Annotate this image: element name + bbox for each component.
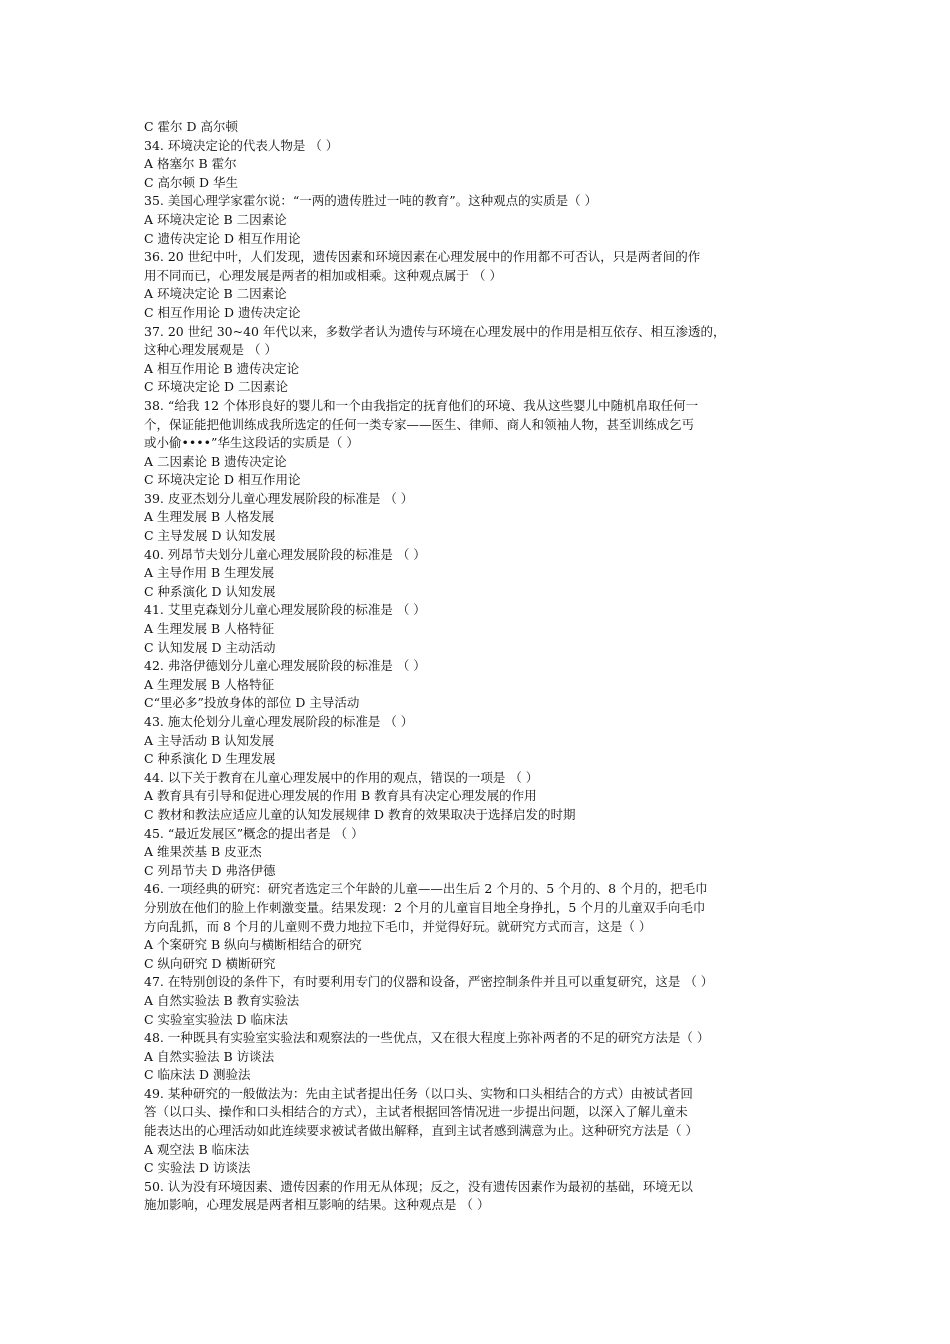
text-line: A 生理发展 B 人格特征 [144, 621, 275, 637]
text-line: C“里必多”投放身体的部位 D 主导活动 [144, 695, 360, 711]
text-line: C 临床法 D 测验法 [144, 1067, 251, 1083]
text-line: C 列昂节夫 D 弗洛伊德 [144, 862, 276, 878]
text-line: 43. 施太伦划分儿童心理发展阶段的标准是 （ ） [144, 714, 414, 729]
text-line: 答（以口头、操作和口头相结合的方式），主试者根据回答情况进一步提出问题，以深入了解儿童未 [144, 1104, 688, 1120]
text-line: C 种系演化 D 生理发展 [144, 751, 276, 767]
text-line: 45. “最近发展区”概念的提出者是 （ ） [144, 825, 364, 841]
text-line: C 纵向研究 D 横断研究 [144, 955, 276, 971]
text-line: C 种系演化 D 认知发展 [144, 583, 276, 599]
text-line: 37. 20 世纪 30~40 年代以来，多数学者认为遗传与环境在心理发展中的作用是相互依存、相互渗透的， [144, 323, 726, 339]
text-line: 48. 一种既具有实验室实验法和观察法的一些优点，又在很大程度上弥补两者的不足的研究方法是（ ） [144, 1030, 710, 1046]
text-line: 42. 弗洛伊德划分儿童心理发展阶段的标准是 （ ） [144, 658, 426, 674]
document-body [144, 118, 786, 1215]
text-line: 这种心理发展观是 （ ） [144, 342, 277, 358]
text-line: 49. 某种研究的一般做法为：先由主试者提出任务（以口头、实物和口头相结合的方式）由被试者回 [144, 1085, 693, 1101]
text-line: C 实验法 D 访谈法 [144, 1160, 251, 1176]
text-line: A 主导活动 B 认知发展 [144, 732, 275, 748]
text-line: C 遗传决定论 D 相互作用论 [144, 230, 301, 246]
text-line: 用不同而已，心理发展是两者的相加或相乘。这种观点属于 （ ） [144, 267, 502, 283]
text-line: 44. 以下关于教育在儿童心理发展中的作用的观点，错误的一项是 （ ） [144, 769, 539, 785]
text-line: 个，保证能把他训练成我所选定的任何一类专家——医生、律师、商人和领袖人物，甚至训练成乞丐 [144, 416, 695, 432]
text-line: 方向乱抓，而 8 个月的儿童则不费力地拉下毛巾，并觉得好玩。就研究方式而言，这是（ ） [144, 918, 652, 934]
text-line: C 教材和教法应适应儿童的认知发展规律 D 教育的效果取决于选择启发的时期 [144, 806, 576, 822]
text-line: A 自然实验法 B 访谈法 [144, 1048, 275, 1064]
text-line: A 观空法 B 临床法 [144, 1141, 250, 1157]
text-line: C 霍尔 D 高尔顿 [144, 119, 239, 134]
text-line: A 生理发展 B 人格发展 [144, 509, 275, 525]
text-line: A 二因素论 B 遗传决定论 [144, 453, 287, 469]
text-line: C 环境决定论 D 二因素论 [144, 379, 289, 395]
text-line: A 环境决定论 B 二因素论 [144, 211, 287, 227]
text-line: A 环境决定论 B 二因素论 [144, 286, 287, 302]
text-line: A 主导作用 B 生理发展 [144, 565, 275, 581]
text-line: 35. 美国心理学家霍尔说：“一两的遗传胜过一吨的教育”。这种观点的实质是（ ） [144, 193, 598, 209]
text-line: C 认知发展 D 主动活动 [144, 639, 276, 655]
text-line: C 环境决定论 D 相互作用论 [144, 472, 301, 488]
text-line: 分别放在他们的脸上作刺激变量。结果发现：2 个月的儿童盲目地全身挣扎，5 个月的儿童双手向毛巾 [144, 899, 706, 915]
text-line: C 主导发展 D 认知发展 [144, 528, 276, 544]
text-line: 34. 环境决定论的代表人物是 （ ） [144, 137, 339, 153]
text-line: 或小偷••••”华生这段话的实质是（ ） [144, 435, 359, 451]
text-line: 40. 列昂节夫划分儿童心理发展阶段的标准是 （ ） [144, 546, 426, 562]
text-line: C 实验室实验法 D 临床法 [144, 1011, 289, 1027]
text-line: A 相互作用论 B 遗传决定论 [144, 360, 300, 376]
text-line: 46. 一项经典的研究：研究者选定三个年龄的儿童——出生后 2 个月的、5 个月的、8 个月的，把毛巾 [144, 881, 708, 897]
text-line: 38. “给我 12 个体形良好的婴儿和一个由我指定的抚育他们的环境、我从这些婴儿中随机帛取任何一 [144, 397, 699, 413]
text-line: 41. 艾里克森划分儿童心理发展阶段的标准是 （ ） [144, 602, 426, 618]
text-line: A 格塞尔 B 霍尔 [144, 156, 237, 172]
text-line: C 相互作用论 D 遗传决定论 [144, 304, 301, 320]
text-line: 施加影响，心理发展是两者相互影响的结果。这种观点是 （ ） [144, 1197, 490, 1213]
text-line: 50. 认为没有环境因素、遗传因素的作用无从体现；反之，没有遗传因素作为最初的基础，环境无以 [144, 1178, 693, 1194]
text-line: C 高尔顿 D 华生 [144, 174, 239, 190]
text-line: A 维果茨基 B 皮亚杰 [144, 844, 262, 860]
text-line: 能表达出的心理活动如此连续要求被试者做出解释，直到主试者感到满意为止。这种研究方法是（ ） [144, 1123, 698, 1139]
text-line: A 生理发展 B 人格特征 [144, 676, 275, 692]
text-line: A 教育具有引导和促进心理发展的作用 B 教育具有决定心理发展的作用 [144, 788, 537, 804]
text-line: A 个案研究 B 纵向与横断相结合的研究 [144, 937, 362, 953]
text-line: 47. 在特别创设的条件下，有时要利用专门的仪器和设备，严密控制条件并且可以重复研究，这是 （ ） [144, 974, 714, 990]
text-line: 36. 20 世纪中叶，人们发现，遗传因素和环境因素在心理发展中的作用都不可否认，只是两者间的作 [144, 249, 701, 265]
text-line: 39. 皮亚杰划分儿童心理发展阶段的标准是 （ ） [144, 490, 414, 506]
text-line: A 自然实验法 B 教育实验法 [144, 992, 300, 1008]
